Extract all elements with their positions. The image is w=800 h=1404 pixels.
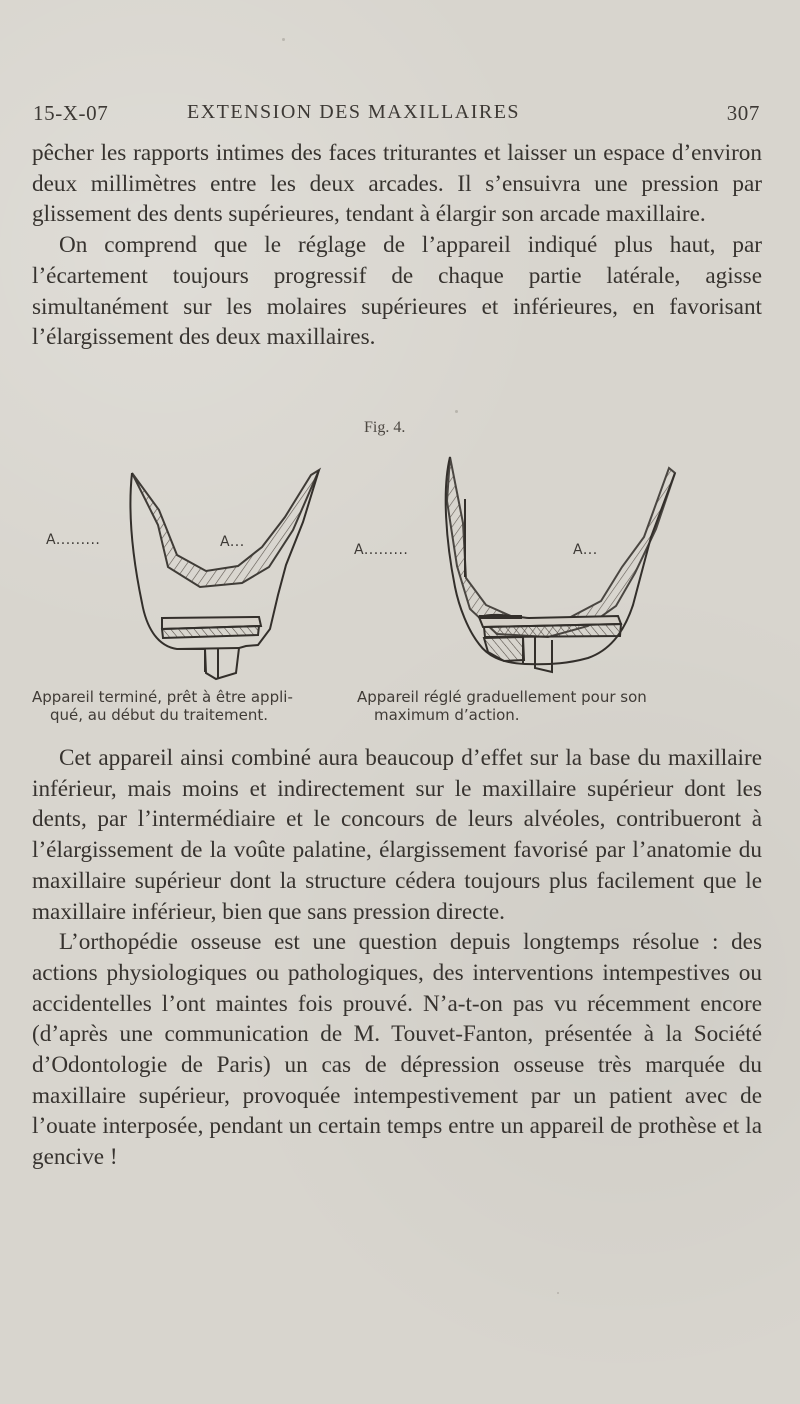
text-block-top bbox=[32, 138, 762, 353]
left-appliance-drawing bbox=[130, 470, 319, 679]
figure-label-a-left-inner: A... bbox=[220, 534, 245, 550]
paragraph-bottom-1: Cet appareil ainsi combiné aura beaucoup d’effet sur la base du maxillaire inférieur, mais moins et indirectement sur le maxillaire supérieur dont les dents, par l’intermédiaire et le concours de leurs alvéoles, contribueront à l’élargissement de la voûte palatine, élargissement favorisé par l’anatomie du maxillaire supérieur dont la structure cédera toujours plus facilement que le maxillaire inférieur, bien que sans pression directe. bbox=[32, 745, 762, 925]
paper-speckle bbox=[557, 1292, 559, 1294]
running-header bbox=[33, 101, 760, 133]
figure-4 bbox=[32, 455, 752, 705]
right-figure-caption bbox=[357, 688, 737, 724]
figure-label-a-right-inner: A... bbox=[573, 542, 598, 558]
header-date: 15-X-07 bbox=[33, 101, 109, 125]
paragraph-top-2: On comprend que le réglage de l’appareil indiqué plus haut, par l’écartement toujours progressif de chaque partie latérale, agisse simultanément sur les molaires supérieures et inférieures, en favorisant l’élargissement des deux maxillaires. bbox=[32, 232, 762, 351]
figure-label-a-right-outer: A......... bbox=[354, 542, 409, 558]
right-appliance-drawing bbox=[446, 457, 675, 672]
text-block-bottom bbox=[32, 743, 762, 1173]
right-caption-line-2: maximum d’action. bbox=[374, 706, 520, 724]
left-figure-caption bbox=[32, 688, 342, 724]
maxillary-appliance-illustration bbox=[32, 455, 752, 705]
figure-label-a-left-outer: A......... bbox=[46, 532, 101, 548]
right-caption-line-1: Appareil réglé graduellement pour son bbox=[357, 688, 647, 706]
page-number: 307 bbox=[726, 101, 760, 125]
running-title: EXTENSION DES MAXILLAIRES bbox=[187, 101, 521, 123]
paper-speckle bbox=[282, 38, 285, 41]
paper-speckle bbox=[455, 410, 458, 413]
left-caption-line-2: qué, au début du traitement. bbox=[50, 706, 268, 724]
left-caption-line-1: Appareil terminé, prêt à être appli- bbox=[32, 688, 293, 706]
paragraph-bottom-2: L’orthopédie osseuse est une question depuis longtemps résolue : des actions physiologiques ou pathologiques, des interventions intempestives ou accidentelles l’ont maintes fois prouvé. N’a-t-on pas vu récemment encore (d’après une communication de M. Touvet-Fanton, présentée à la Société d’Odontologie de Paris) un cas de dépression osseuse très marquée du maxillaire supérieur, provoquée intempestivement par un patient avec de l’ouate interposée, pendant un certain temps entre un appareil de prothèse et la gencive ! bbox=[32, 929, 762, 1171]
paragraph-top-1: pêcher les rapports intimes des faces triturantes et laisser un espace d’environ deux millimètres entre les deux arcades. Il s’ensuivra une pression par glissement des dents supérieures, tendant à élargir son arcade maxillaire. bbox=[32, 140, 762, 228]
figure-caption: Fig. 4. bbox=[364, 419, 406, 436]
